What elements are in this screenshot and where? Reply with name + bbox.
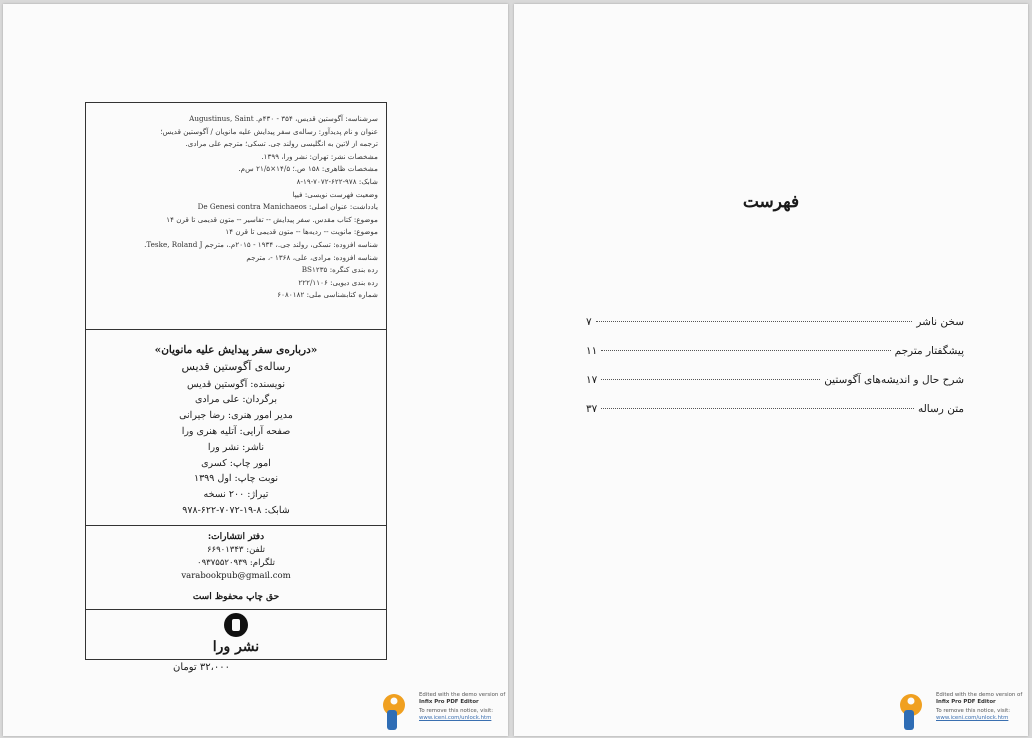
toc-entry-page: ۱۷ [586,374,598,386]
watermark-text [419,692,505,722]
price: ۳۲،۰۰۰ تومان [173,662,230,673]
cip-line: مشخصات ظاهری: ۱۵۸ ص.؛ ۱۴/۵×۲۱/۵ س‌م. [238,164,378,174]
toc-leader [601,350,890,351]
cip-line: شماره کتابشناسی ملی: ۶۰۸۰۱۸۲ [277,290,378,300]
toc-leader [601,379,820,380]
watermark-brand: Infix Pro PDF Editor [936,699,996,705]
cip-line: شناسه افزوده: مرادی، علی، ۱۳۶۸ -، مترجم [246,252,378,262]
toc-entry-label: شرح حال و اندیشه‌های آگوستین [824,374,964,386]
isbn-line: شابک: ۸-۱۹-۷۰۷۲-۶۲۲-۹۷۸ [182,504,290,516]
toc-leader [596,321,913,322]
watermark [381,690,508,734]
watermark-brand: Infix Pro PDF Editor [419,699,479,705]
credit-line: ناشر: نشر ورا [207,441,265,453]
cip-line: موضوع: کتاب مقدس. سفر پیدایش -- تفاسیر -- متون قدیمی تا قرن ۱۴ [166,214,378,224]
toc-entry-label: سخن ناشر [916,316,964,328]
cip-line: عنوان و نام پدیدآور: رساله‌ی سفر پیدایش علیه مانویان / آگوستین قدیس؛ [160,126,378,136]
watermark-link[interactable]: www.iceni.com/unlock.htm [936,715,1009,721]
credit-line: تیراژ: ۲۰۰ نسخه [203,489,269,501]
watermark-text [936,692,1022,722]
toc-entry-page: ۱۱ [586,345,598,357]
cip-box [85,102,387,660]
cip-line: موضوع: مانویت -- ردیه‌ها -- متون قدیمی تا قرن ۱۴ [225,227,378,237]
book-credits [86,343,386,519]
publisher-logo-icon [224,613,248,637]
credit-line: مدیر امور هنری: رضا جیرانی [179,410,293,422]
toc-entry[interactable] [586,345,964,374]
credit-line: نویسنده: آگوستین قدیس [186,378,286,390]
cip-line: مشخصات نشر: تهران: نشر ورا، ۱۳۹۹. [261,151,378,161]
divider [86,329,386,330]
toc-entry[interactable] [586,374,964,403]
credit-line: امور چاپ: کسری [201,457,271,469]
cip-line: وضعیت فهرست نویسی: فیپا [292,189,378,199]
infix-logo-icon [898,692,928,732]
credit-line: برگردان: علی مرادی [194,394,278,406]
cip-line: یادداشت: عنوان اصلی: De Genesi contra Manichaeos [197,202,378,212]
watermark-line: To remove this notice, visit: [419,708,494,714]
publisher-logo [86,613,386,655]
cip-line: رده بندی دیویی: ۲۲۲/۱۱۰۶ [298,277,378,287]
cip-line: ترجمه از لاتین به انگلیسی رولند جی. تسکی؛ مترجم علی مرادی. [185,139,378,149]
office-telegram: تلگرام: ۰۹۳۷۵۵۲۰۹۳۹ [197,558,275,568]
right-page [514,4,1028,736]
toc-entry-page: ۳۷ [586,403,598,415]
toc-leader [601,408,914,409]
divider [86,609,386,610]
watermark-line: Edited with the demo version of [936,692,1023,698]
book-subtitle: رساله‌ی آگوستین قدیس [181,359,291,373]
divider [86,525,386,526]
watermark [898,690,1028,734]
watermark-line: To remove this notice, visit: [936,708,1011,714]
toc-entry-page: ۷ [586,316,592,328]
watermark-link[interactable]: www.iceni.com/unlock.htm [419,715,492,721]
infix-logo-icon [381,692,411,732]
cip-line: سرشناسه: آگوستین قدیس، ۳۵۴ - ۴۳۰م. Augustinus, Saint [189,114,378,123]
table-of-contents [586,316,964,432]
cip-record [94,113,378,302]
toc-entry[interactable] [586,403,964,432]
left-page [3,4,508,736]
publisher-logo-text: نشر ورا [212,639,260,655]
cip-line: رده بندی کنگره: BS۱۲۳۵ [301,265,378,275]
toc-entry-label: متن رساله [917,403,964,415]
office-heading: دفتر انتشارات: [207,532,265,542]
office-email: varabookpub@gmail.com [181,571,291,581]
cip-line: شناسه افزوده: تسکی، رولند جی.، ۱۹۳۴ - ۲۰۱۵م.، مترجم Teske, Roland J. [144,239,378,249]
publisher-office [86,531,386,604]
cip-line: شابک: ۹۷۸-۶۲۲-۷۰۷۲-۱۹-۸ [296,176,378,186]
toc-entry[interactable] [586,316,964,345]
credit-line: صفحه آرایی: آتلیه هنری ورا [181,425,291,437]
copyright-notice: حق چاپ محفوظ است [192,592,280,602]
book-title: «درباره‌ی سفر پیدایش علیه مانویان» [154,344,318,356]
office-phone: تلفن: ۶۶۹۰۱۳۴۳ [206,545,266,555]
watermark-line: Edited with the demo version of [419,692,506,698]
toc-title: فهرست [742,192,800,212]
toc-entry-label: پیشگفتار مترجم [894,345,964,357]
credit-line: نوبت چاپ: اول ۱۳۹۹ [193,473,279,485]
